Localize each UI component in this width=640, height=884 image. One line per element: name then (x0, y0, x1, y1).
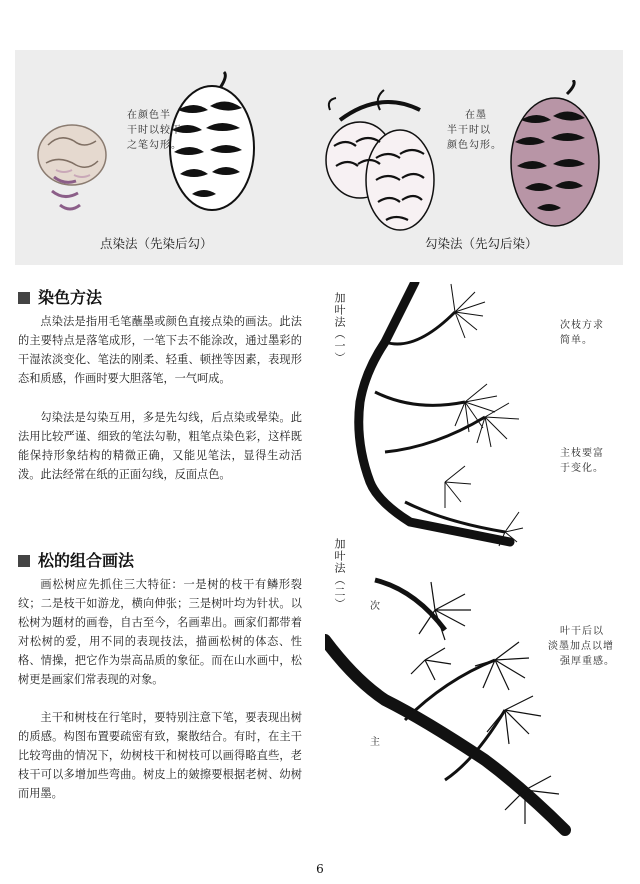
note-line: 于变化。 (560, 463, 604, 474)
paragraph-pine-technique: 主干和树枝在行笔时，要特别注意下笔，要表现出树的质感。构图布置要疏密有致，聚散结合。有时，在主干比较弯曲的情况下，幼树枝干和树枝可以画得略直些，老枝干可以多增加些弯曲。树皮上的皴擦要根据老树、幼树而用墨。 (18, 711, 302, 800)
note-line: 强厚重感。 (560, 656, 615, 667)
section-heading-coloring (18, 285, 102, 308)
paragraph-pine-features: 画松树应先抓住三大特征：一是树的枝干有鳞形裂纹；二是枝干如游龙，横向伸张；三是树叶均为针状。以松树为题材的画卷，自古至今，名画辈出。画家们都带着对松树的爱，用不同的表现技法，描画松树的体态、性格、情操，把它作为崇高品质的象征。而在山水画中，松树更是画家们常表现的对象。 (18, 578, 302, 686)
note-line: 主枝要富 (560, 448, 604, 459)
note-outline-dye (447, 108, 502, 153)
label-method-two: 加叶法（二） (333, 538, 346, 610)
section-heading-pine (18, 548, 134, 571)
section-title: 染色方法 (38, 288, 103, 307)
note-main-branch (560, 446, 604, 476)
pine-branch-method-two-illustration (325, 570, 585, 860)
note-line: 干时以较干 (127, 125, 182, 136)
heading-square-icon (18, 292, 30, 304)
note-dot-dye (127, 108, 182, 153)
pine-branch-method-one-illustration (345, 282, 525, 552)
outlined-pinecone-illustration (320, 80, 440, 240)
pinecone-examples-panel (15, 50, 623, 265)
note-line: 在墨 (465, 110, 487, 121)
caption-dot-dye: 点染法（先染后勾） (100, 236, 213, 251)
section-title: 松的组合画法 (38, 551, 135, 570)
note-line: 淡墨加点以增 (548, 641, 614, 652)
note-line: 叶干后以 (560, 626, 604, 637)
note-line: 次枝方求 (560, 320, 604, 331)
mark-main: 主 (370, 737, 380, 748)
page-number: 6 (316, 862, 324, 876)
note-secondary-branch (560, 318, 604, 348)
note-line: 半干时以 (447, 125, 491, 136)
note-line: 在颜色半 (127, 110, 171, 121)
mark-secondary: 次 (370, 601, 380, 612)
caption-outline-dye: 勾染法（先勾后染） (425, 236, 538, 251)
dyed-pinecone-illustration (497, 80, 607, 230)
paragraph-dot-dye: 点染法是指用毛笔蘸墨或颜色直接点染的画法。此法的主要特点是落笔成形，一笔下去不能涂改，通过墨彩的干湿浓淡变化、笔法的刚柔、轻重、顿挫等因素，表现形态和质感，作画时要大胆落笔，一气呵成。 (18, 315, 302, 385)
label-method-one: 加叶法（一） (333, 292, 346, 364)
note-line: 颜色勾形。 (447, 140, 502, 151)
note-dot-ink (548, 624, 615, 669)
colored-pinecone-illustration (30, 115, 110, 225)
note-line: 简单。 (560, 335, 593, 346)
note-line: 之笔勾形。 (127, 140, 182, 151)
heading-square-icon (18, 555, 30, 567)
paragraph-outline-dye: 勾染法是勾染互用，多是先勾线，后点染或晕染。此法用比较严谨、细致的笔法勾勒，粗笔点染色彩，这样既能保持形象结构的精微正确，又能见笔法，显得生动活泼。此法经常在纸的正面勾线，反面点色。 (18, 411, 302, 481)
